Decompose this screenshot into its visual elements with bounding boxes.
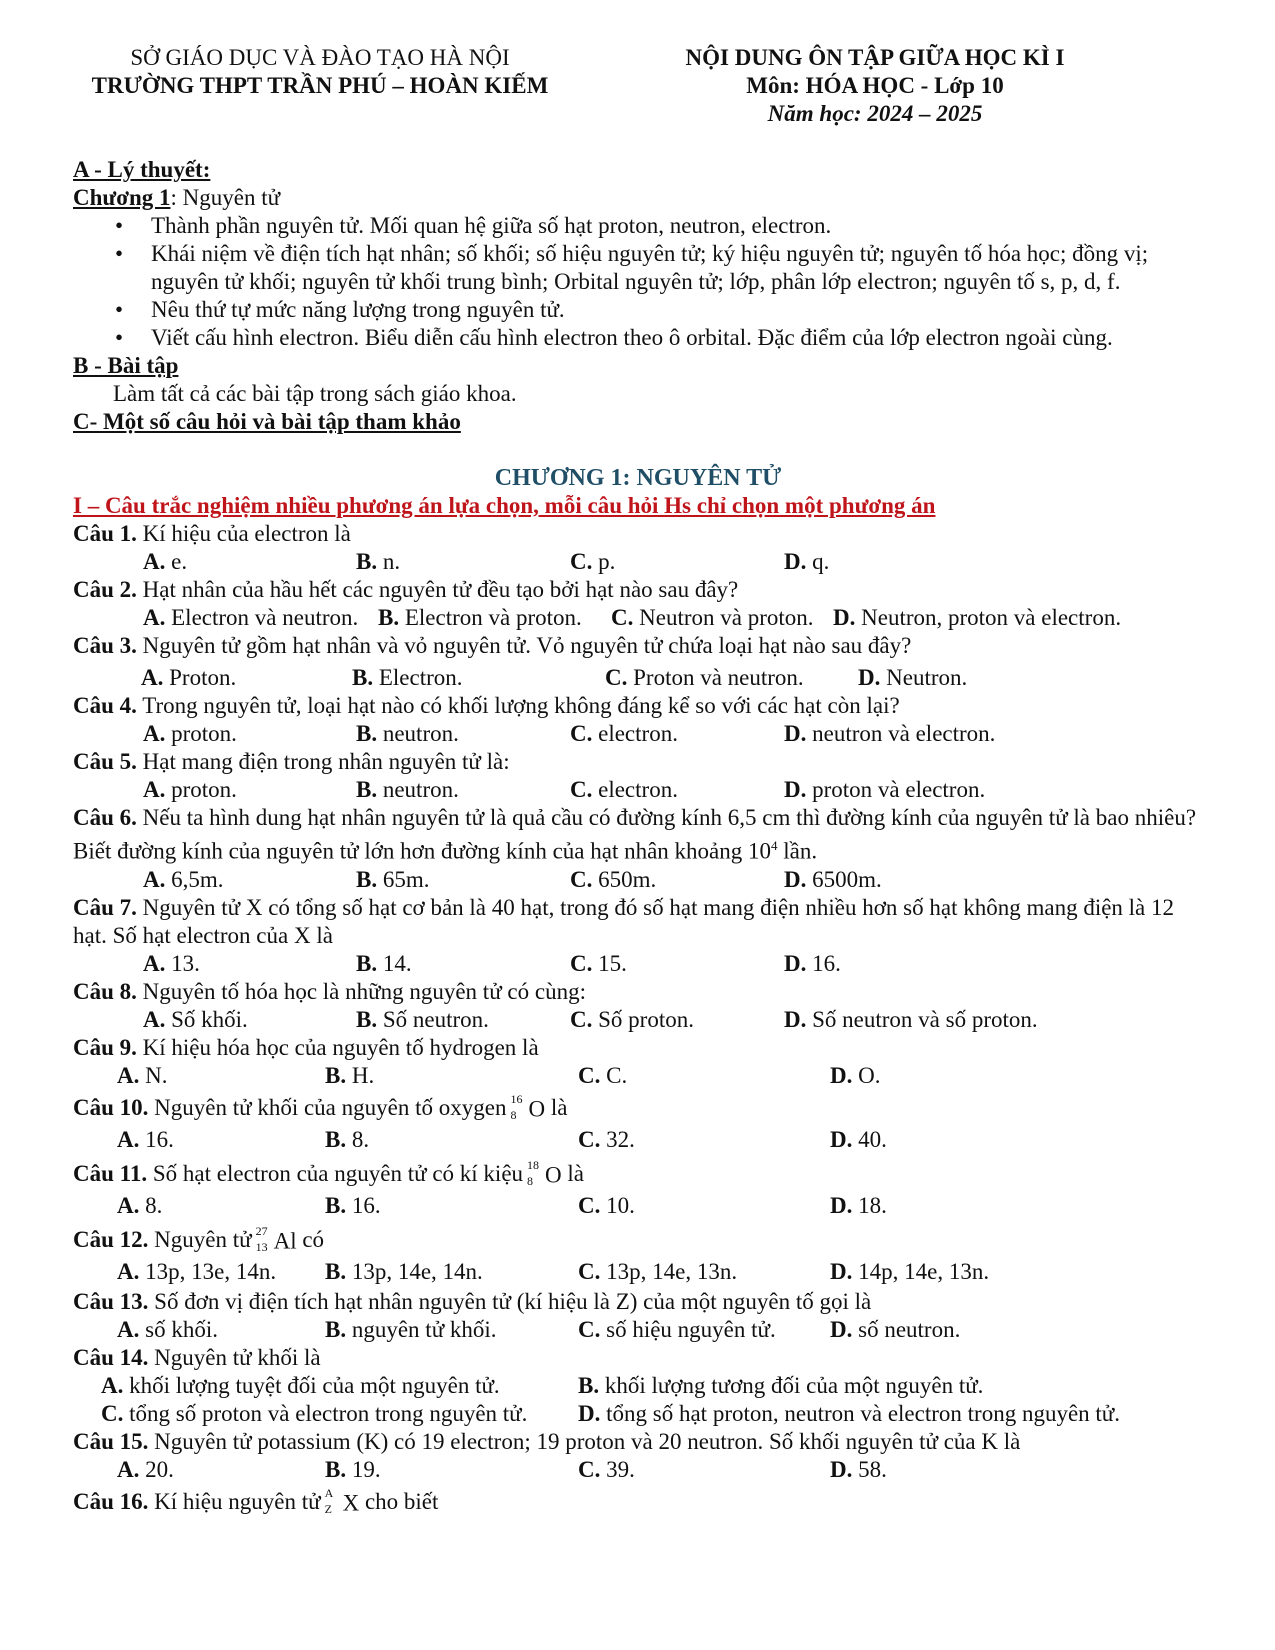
option-d: [784, 1006, 1038, 1034]
option-text: 13p, 14e, 13n.: [606, 1258, 738, 1284]
option-a: [143, 1006, 248, 1034]
option-letter: C.: [578, 1258, 601, 1284]
option-letter: B.: [356, 721, 378, 746]
option-a: [117, 1126, 174, 1154]
option-text: tổng số hạt proton, neutron và electron trong nguyên tử.: [606, 1400, 1121, 1426]
question-text: Nguyên tử: [148, 1226, 252, 1252]
answer-options: [73, 604, 1203, 632]
chapter-name: : Nguyên tử: [170, 185, 281, 210]
question: [73, 748, 1203, 776]
option-letter: D.: [830, 1062, 853, 1088]
option-letter: B.: [325, 1062, 347, 1088]
option-b: [356, 720, 459, 748]
option-letter: B.: [325, 1316, 347, 1342]
option-text: 10.: [606, 1192, 635, 1218]
option-letter: B.: [325, 1258, 347, 1284]
option-letter: B.: [325, 1192, 347, 1218]
question-text: Nếu ta hình dung hạt nhân nguyên tử là quả cầu có đường kính 6,5 cm thì đường kính của nguyên tử là bao nhiêu? Biết đường kính của nguyên tử lớn hơn đường kính của hạt nhân khoảng 10: [73, 805, 1197, 864]
option-b: [356, 950, 412, 978]
question-label: Câu 9.: [73, 1034, 137, 1060]
theory-bullet: • Khái niệm về điện tích hạt nhân; số khối; số hiệu nguyên tử; ký hiệu nguyên tử; nguyên tố hóa học; đồng vị; nguyên tử khối; nguyên tử khối trung bình; Orbital nguyên tử; lớp, phân lớp electron; nguyên tố s, p, d, f.: [73, 240, 1203, 296]
option-b: [356, 866, 429, 894]
option-text: 40.: [858, 1126, 887, 1152]
chapter-title: CHƯƠNG 1: NGUYÊN TỬ: [494, 465, 782, 491]
option-a: [143, 720, 237, 748]
option-text: 13p, 14e, 14n.: [351, 1258, 483, 1284]
answer-options: [73, 1062, 1203, 1090]
option-text: 16.: [351, 1192, 381, 1218]
option-letter: B.: [352, 665, 374, 690]
option-letter: D.: [830, 1192, 853, 1218]
option-d: [830, 1062, 881, 1090]
option-letter: A.: [143, 549, 166, 574]
option-letter: A.: [143, 950, 166, 976]
option-c: [570, 950, 627, 978]
option-b: [325, 1456, 381, 1484]
option-letter: B.: [356, 950, 378, 976]
option-d: [784, 720, 995, 748]
option-text: Số neutron và số proton.: [812, 1006, 1038, 1032]
option-letter: D.: [784, 549, 807, 574]
answer-options: [73, 776, 1203, 804]
question-text: Hạt nhân của hầu hết các nguyên tử đều tạo bởi hạt nào sau đây?: [136, 577, 739, 602]
question-text: Kí hiệu hóa học của nguyên tố hydrogen là: [136, 1034, 539, 1060]
option-b: [325, 1316, 497, 1344]
question-text: Hạt mang điện trong nhân nguyên tử là:: [136, 749, 510, 774]
option-d: [833, 604, 1121, 632]
question-text: Nguyên tử potassium (K) có 19 electron; 19 proton và 20 neutron. Số khối nguyên tử của K là: [148, 1428, 1021, 1454]
option-c: [578, 1192, 635, 1220]
school-year: Năm học: 2024 – 2025: [767, 101, 983, 126]
option-text: neutron và electron.: [812, 721, 996, 746]
isotope-notation: [325, 1488, 343, 1518]
option-text: 14p, 14e, 13n.: [858, 1258, 990, 1284]
question-label: Câu 11.: [73, 1160, 148, 1186]
option-c: [578, 1316, 776, 1344]
question-text: Nguyên tố hóa học là những nguyên tử có cùng:: [136, 978, 586, 1004]
element-symbol: O: [545, 1162, 562, 1188]
question: [73, 804, 1203, 866]
option-letter: A.: [143, 777, 166, 802]
option-letter: B.: [378, 605, 400, 630]
option-text: proton và electron.: [812, 777, 986, 802]
option-text: 15.: [598, 950, 627, 976]
mass-number: 16: [510, 1092, 523, 1107]
option-b: [356, 776, 459, 804]
question-label: Câu 15.: [73, 1428, 149, 1454]
option-d: [784, 548, 829, 576]
option-text: 19.: [351, 1456, 381, 1482]
option-text: khối lượng tuyệt đối của một nguyên tử.: [129, 1372, 500, 1398]
option-text: q.: [812, 549, 830, 574]
atomic-number: 8: [527, 1174, 534, 1189]
option-text: electron.: [598, 777, 678, 802]
option-letter: A.: [117, 1316, 140, 1342]
option-d: [830, 1316, 960, 1344]
question-text-tail: là: [561, 1160, 585, 1186]
question-label: Câu 4.: [73, 693, 137, 718]
answer-options: [73, 950, 1203, 978]
option-a: [143, 776, 237, 804]
option-letter: A.: [101, 1372, 124, 1398]
answer-options: [73, 548, 1203, 576]
question-label: Câu 16.: [73, 1488, 149, 1514]
question-label: Câu 10.: [73, 1094, 149, 1120]
option-text: 13.: [171, 950, 200, 976]
isotope-notation: [527, 1160, 545, 1190]
option-letter: D.: [830, 1126, 853, 1152]
option-letter: A.: [117, 1062, 140, 1088]
option-text: Số proton.: [598, 1006, 694, 1032]
theory-bullet: • Nêu thứ tự mức năng lượng trong nguyên tử.: [73, 296, 1203, 324]
atomic-number: 8: [510, 1108, 517, 1123]
option-c: [570, 866, 656, 894]
option-b: [325, 1192, 381, 1220]
option-b: [578, 1372, 983, 1400]
option-letter: C.: [578, 1316, 601, 1342]
option-a: [143, 548, 187, 576]
option-text: số khối.: [145, 1316, 218, 1342]
option-a: [143, 604, 358, 632]
option-letter: D.: [858, 665, 881, 690]
option-a: [101, 1372, 500, 1400]
header-right: [640, 44, 1110, 128]
option-letter: C.: [578, 1126, 601, 1152]
option-text: neutron.: [382, 777, 459, 802]
option-c: [578, 1126, 635, 1154]
option-text: Electron.: [378, 665, 463, 690]
question-text: Số đơn vị điện tích hạt nhân nguyên tử (kí hiệu là Z) của một nguyên tố gọi là: [148, 1288, 872, 1314]
option-d: [830, 1258, 989, 1286]
option-letter: A.: [117, 1456, 140, 1482]
option-text: n.: [382, 549, 401, 574]
atomic-number: 13: [255, 1240, 268, 1255]
chapter-label: Chương 1: [73, 185, 171, 210]
question-label: Câu 1.: [73, 521, 137, 546]
option-letter: D.: [784, 866, 807, 892]
option-letter: C.: [611, 605, 634, 630]
question-label: Câu 13.: [73, 1288, 149, 1314]
answer-options: [73, 1316, 1203, 1344]
option-letter: C.: [578, 1192, 601, 1218]
option-letter: B.: [356, 866, 378, 892]
option-text: số neutron.: [858, 1316, 961, 1342]
option-a: [143, 950, 200, 978]
option-text: proton.: [171, 721, 237, 746]
option-text: 39.: [606, 1456, 635, 1482]
option-text: p.: [598, 549, 616, 574]
isotope-notation: [256, 1226, 274, 1256]
option-letter: A.: [117, 1192, 140, 1218]
option-letter: C.: [570, 777, 593, 802]
question-text: Nguyên tử khối của nguyên tố oxygen: [148, 1094, 507, 1120]
option-a: [117, 1316, 218, 1344]
question-text-tail: có: [296, 1226, 325, 1252]
question-label: Câu 14.: [73, 1344, 149, 1370]
option-text: khối lượng tương đối của một nguyên tử.: [604, 1372, 984, 1398]
option-text: tổng số proton và electron trong nguyên tử.: [129, 1400, 528, 1426]
option-text: 8.: [145, 1192, 163, 1218]
option-d: [830, 1192, 887, 1220]
document-title: NỘI DUNG ÔN TẬP GIỮA HỌC KÌ I: [685, 45, 1065, 70]
option-a: [143, 866, 224, 894]
question: [73, 692, 1203, 720]
option-b: [325, 1126, 369, 1154]
option-d: [830, 1456, 887, 1484]
answer-options: [73, 1126, 1203, 1156]
subject-line: Môn: HÓA HỌC - Lớp 10: [746, 73, 1004, 98]
question: [73, 1428, 1203, 1456]
option-letter: D.: [784, 950, 807, 976]
option-d: [858, 664, 967, 692]
question: [73, 1344, 1203, 1372]
option-letter: C.: [570, 721, 593, 746]
option-letter: C.: [570, 950, 593, 976]
question-text: Số hạt electron của nguyên tử có kí kiệu: [147, 1160, 524, 1186]
answer-options: [73, 1192, 1203, 1222]
question-text: Nguyên tử gồm hạt nhân và vỏ nguyên tử. Vỏ nguyên tử chứa loại hạt nào sau đây?: [136, 633, 912, 658]
option-text: 32.: [606, 1126, 635, 1152]
option-c: [605, 664, 804, 692]
option-text: electron.: [598, 721, 678, 746]
question-label: Câu 2.: [73, 577, 137, 602]
exponent: 4: [771, 838, 778, 853]
option-text: C.: [606, 1062, 628, 1088]
exercises-heading: B - Bài tập: [73, 353, 179, 378]
option-c: [570, 776, 678, 804]
exercises-text: Làm tất cả các bài tập trong sách giáo khoa.: [113, 381, 517, 406]
option-text: 18.: [858, 1192, 887, 1218]
option-letter: B.: [356, 777, 378, 802]
option-text: Electron và neutron.: [171, 605, 359, 630]
option-letter: D.: [784, 777, 807, 802]
option-letter: D.: [784, 1006, 807, 1032]
question-label: Câu 8.: [73, 978, 137, 1004]
option-text: N.: [145, 1062, 168, 1088]
option-text: H.: [351, 1062, 375, 1088]
option-text: Electron và proton.: [404, 605, 582, 630]
option-a: [117, 1456, 174, 1484]
option-text: 20.: [145, 1456, 174, 1482]
option-letter: D.: [578, 1400, 601, 1426]
question-text: Kí hiệu của electron là: [136, 521, 351, 546]
option-text: 13p, 13e, 14n.: [145, 1258, 277, 1284]
option-letter: D.: [784, 721, 807, 746]
answer-options: [73, 1258, 1203, 1288]
option-c: [578, 1258, 737, 1286]
option-letter: B.: [325, 1456, 347, 1482]
question: [73, 1288, 1203, 1316]
option-text: Proton.: [169, 665, 237, 690]
mass-number: 18: [527, 1158, 540, 1173]
chapter-line: [73, 184, 1203, 212]
option-text: proton.: [171, 777, 237, 802]
question: [73, 894, 1203, 950]
option-text: Neutron và proton.: [639, 605, 814, 630]
option-text: 6,5m.: [171, 866, 224, 892]
option-text: O.: [858, 1062, 881, 1088]
option-a: [117, 1258, 276, 1286]
option-letter: D.: [830, 1258, 853, 1284]
option-letter: D.: [833, 605, 856, 630]
option-b: [325, 1062, 374, 1090]
option-text: 58.: [858, 1456, 887, 1482]
question-text: Kí hiệu nguyên tử: [148, 1488, 321, 1514]
question-label: Câu 5.: [73, 749, 137, 774]
option-letter: B.: [578, 1372, 600, 1398]
question-text: Trong nguyên tử, loại hạt nào có khối lượng không đáng kể so với các hạt còn lại?: [136, 693, 900, 718]
option-a: [117, 1192, 162, 1220]
option-text: 6500m.: [812, 866, 882, 892]
option-text: 8.: [351, 1126, 370, 1152]
answer-options: [73, 720, 1203, 748]
option-letter: C.: [578, 1456, 601, 1482]
option-c: [570, 1006, 694, 1034]
theory-bullet: • Thành phần nguyên tử. Mối quan hệ giữa số hạt proton, neutron, electron.: [73, 212, 1203, 240]
option-letter: D.: [830, 1456, 853, 1482]
question-text: Nguyên tử X có tổng số hạt cơ bản là 40 hạt, trong đó số hạt mang điện nhiều hơn số hạt không mang điện là 12 hạt. Số hạt electron của X là: [73, 894, 1175, 948]
question-label: Câu 6.: [73, 805, 137, 830]
option-a: [117, 1062, 168, 1090]
question: [73, 1090, 1203, 1126]
question: [73, 978, 1203, 1006]
option-c: [578, 1456, 635, 1484]
school-name: TRƯỜNG THPT TRẦN PHÚ – HOÀN KIẾM: [91, 73, 549, 98]
reference-heading: C- Một số câu hỏi và bài tập tham khảo: [73, 409, 461, 434]
option-letter: A.: [141, 665, 164, 690]
option-letter: A.: [143, 866, 166, 892]
option-b: [356, 548, 400, 576]
option-text: 650m.: [598, 866, 657, 892]
option-letter: C.: [101, 1400, 124, 1426]
question-text: Nguyên tử khối là: [148, 1344, 321, 1370]
option-letter: A.: [143, 605, 166, 630]
answer-options: [73, 1372, 1203, 1400]
option-text: Số neutron.: [382, 1006, 489, 1032]
option-letter: D.: [830, 1316, 853, 1342]
option-letter: A.: [143, 721, 166, 746]
option-a: [141, 664, 236, 692]
question-text-tail: cho biết: [359, 1488, 439, 1514]
question-label: Câu 7.: [73, 894, 137, 920]
question-label: Câu 12.: [73, 1226, 149, 1252]
option-letter: B.: [356, 549, 378, 574]
option-d: [784, 950, 841, 978]
option-text: 14.: [382, 950, 412, 976]
question: [73, 1222, 1203, 1258]
question-text-tail: lần.: [777, 838, 818, 864]
option-text: Proton và neutron.: [633, 665, 804, 690]
option-c: [570, 720, 678, 748]
theory-heading: A - Lý thuyết:: [73, 157, 211, 182]
answer-options: [73, 1006, 1203, 1034]
option-b: [325, 1258, 483, 1286]
option-text: e.: [171, 549, 188, 574]
answer-options: [73, 664, 1203, 696]
option-text: số hiệu nguyên tử.: [606, 1316, 776, 1342]
option-c: [101, 1400, 527, 1428]
option-letter: C.: [578, 1062, 601, 1088]
option-b: [378, 604, 582, 632]
option-c: [570, 548, 615, 576]
option-text: neutron.: [382, 721, 459, 746]
option-d: [784, 776, 985, 804]
mass-number: A: [324, 1486, 334, 1501]
answer-options: [73, 1400, 1203, 1428]
option-text: 16.: [145, 1126, 174, 1152]
option-d: [578, 1400, 1120, 1428]
section-title: I – Câu trắc nghiệm nhiều phương án lựa chọn, mỗi câu hỏi Hs chỉ chọn một phương án: [73, 493, 936, 518]
option-letter: A.: [117, 1258, 140, 1284]
question: [73, 1034, 1203, 1062]
header-left: [60, 44, 580, 100]
option-text: Neutron.: [886, 665, 968, 690]
department-name: SỞ GIÁO DỤC VÀ ĐÀO TẠO HÀ NỘI: [130, 45, 510, 70]
option-b: [356, 1006, 489, 1034]
atomic-number: Z: [324, 1502, 332, 1517]
option-letter: B.: [325, 1126, 347, 1152]
option-text: nguyên tử khối.: [351, 1316, 497, 1342]
answer-options: [73, 866, 1203, 894]
option-d: [784, 866, 882, 894]
theory-bullet: • Viết cấu hình electron. Biểu diễn cấu hình electron theo ô orbital. Đặc điểm của lớp electron ngoài cùng.: [73, 324, 1203, 352]
question: [73, 1156, 1203, 1192]
element-symbol: X: [342, 1490, 360, 1516]
document-header: [0, 44, 1275, 134]
option-letter: B.: [356, 1006, 378, 1032]
document-body: [73, 156, 1203, 1520]
element-symbol: Al: [273, 1228, 297, 1254]
answer-options: [73, 1456, 1203, 1484]
option-letter: C.: [570, 1006, 593, 1032]
mass-number: 27: [255, 1224, 268, 1239]
element-symbol: O: [528, 1096, 546, 1122]
option-letter: C.: [570, 549, 593, 574]
option-letter: C.: [605, 665, 628, 690]
question-label: Câu 3.: [73, 633, 137, 658]
option-letter: A.: [143, 1006, 166, 1032]
question: [73, 1484, 1203, 1520]
question: [73, 520, 1203, 548]
option-c: [578, 1062, 627, 1090]
option-letter: C.: [570, 866, 593, 892]
option-d: [830, 1126, 887, 1154]
isotope-notation: [510, 1094, 528, 1124]
option-text: Neutron, proton và electron.: [861, 605, 1122, 630]
question: [73, 632, 1203, 660]
option-text: 16.: [812, 950, 841, 976]
option-b: [352, 664, 463, 692]
option-text: 65m.: [382, 866, 430, 892]
option-letter: A.: [117, 1126, 140, 1152]
question: [73, 576, 1203, 604]
option-text: Số khối.: [171, 1006, 248, 1032]
option-c: [611, 604, 814, 632]
question-text-tail: là: [545, 1094, 568, 1120]
